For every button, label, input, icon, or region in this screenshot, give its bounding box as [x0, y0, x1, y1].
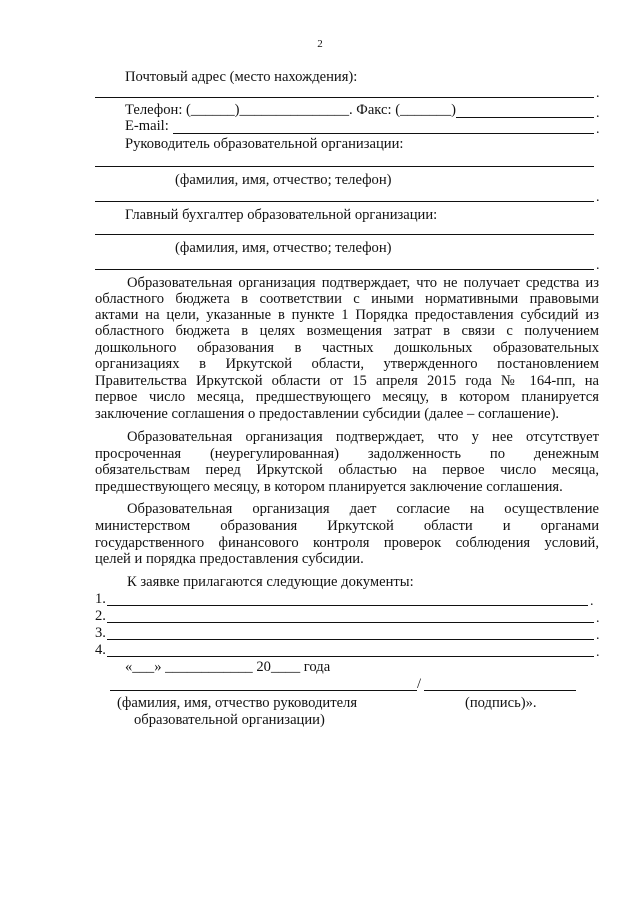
phone-fax-line: Телефон: (______)_______________. Факс: (_______)	[125, 102, 457, 118]
period: .	[596, 611, 600, 626]
signature-name-blank	[110, 690, 417, 691]
period: .	[596, 86, 600, 101]
period: .	[596, 628, 600, 643]
paragraph-line: заключение соглашения о предоставлении субсидии (далее – соглашение).	[95, 406, 560, 422]
paragraph-line: Образовательная организация подтверждает, что у нее отсутствует	[127, 429, 599, 445]
head-label: Руководитель образовательной организации:	[125, 136, 404, 152]
signature-slash: /	[417, 676, 422, 692]
period: .	[596, 258, 600, 273]
head-phone-blank	[95, 201, 594, 202]
email-label: E-mail:	[125, 118, 169, 134]
paragraph-line: актами на цели, указанные в пункте 1 Порядка предоставления субсидий из	[95, 307, 599, 323]
paragraph-line: Образовательная организация подтверждает, что не получает средства из	[127, 275, 599, 291]
head-name-blank	[95, 166, 594, 167]
paragraph-line: просроченная (неурегулированная) задолженность по денежным	[95, 446, 599, 462]
attachment-blank-2	[107, 622, 594, 623]
signature-caption-name: (фамилия, имя, отчество руководителя	[117, 695, 358, 711]
paragraph-line: целей и порядка предоставления субсидии.	[95, 551, 364, 567]
paragraph-line: организациях в Иркутской области, утвержденного постановлением	[95, 356, 599, 372]
paragraph-line: областного бюджета в соответствии с иными нормативными правовыми	[95, 291, 599, 307]
head-name-caption: (фамилия, имя, отчество; телефон)	[175, 172, 392, 188]
signature-sign-blank	[424, 690, 576, 691]
page-number: 2	[317, 38, 323, 50]
paragraph-line: предшествующего месяцу, в котором планируется заключение соглашения.	[95, 479, 563, 495]
period: .	[596, 190, 600, 205]
paragraph-line: государственного финансового контроля проверок соблюдения условий,	[95, 535, 599, 551]
period: .	[596, 106, 600, 121]
paragraph-line: министерством образования Иркутской области и органами	[95, 518, 599, 534]
paragraph-line: обязательствам перед Иркутской областью на первое число месяца,	[95, 462, 599, 478]
paragraph-line: первое число месяца, предшествующего месяцу, в котором планируется	[95, 389, 599, 405]
date-line: «___» ____________ 20____ года	[125, 659, 331, 675]
period: .	[596, 122, 600, 137]
attachments-label: К заявке прилагаются следующие документы:	[127, 574, 414, 590]
accountant-name-caption: (фамилия, имя, отчество; телефон)	[175, 240, 392, 256]
email-blank	[173, 133, 594, 134]
attachment-number: 3.	[95, 625, 106, 641]
attachment-blank-1	[107, 605, 588, 606]
paragraph-line: Правительства Иркутской области от 15 апреля 2015 года № 164-пп, на	[95, 373, 599, 389]
paragraph-line: дошкольного образования в частных дошкольных образовательных	[95, 340, 599, 356]
accountant-label: Главный бухгалтер образовательной организации:	[125, 207, 438, 223]
attachment-blank-4	[107, 656, 594, 657]
attachment-number: 2.	[95, 608, 106, 624]
accountant-name-blank	[95, 234, 594, 235]
attachment-number: 1.	[95, 591, 106, 607]
fax-blank	[456, 117, 594, 118]
signature-caption-organization: образовательной организации)	[134, 712, 325, 728]
postal-address-label: Почтовый адрес (место нахождения):	[125, 69, 358, 85]
accountant-phone-blank	[95, 269, 594, 270]
period: .	[590, 594, 594, 609]
paragraph-line: Образовательная организация дает согласие на осуществление	[127, 501, 599, 517]
paragraph-line: областного бюджета в целях возмещения затрат в связи с получением	[95, 323, 599, 339]
period: .	[596, 645, 600, 660]
attachment-blank-3	[107, 639, 594, 640]
postal-address-blank	[95, 97, 594, 98]
signature-caption-sign: (подпись)».	[465, 695, 537, 711]
attachment-number: 4.	[95, 642, 106, 658]
